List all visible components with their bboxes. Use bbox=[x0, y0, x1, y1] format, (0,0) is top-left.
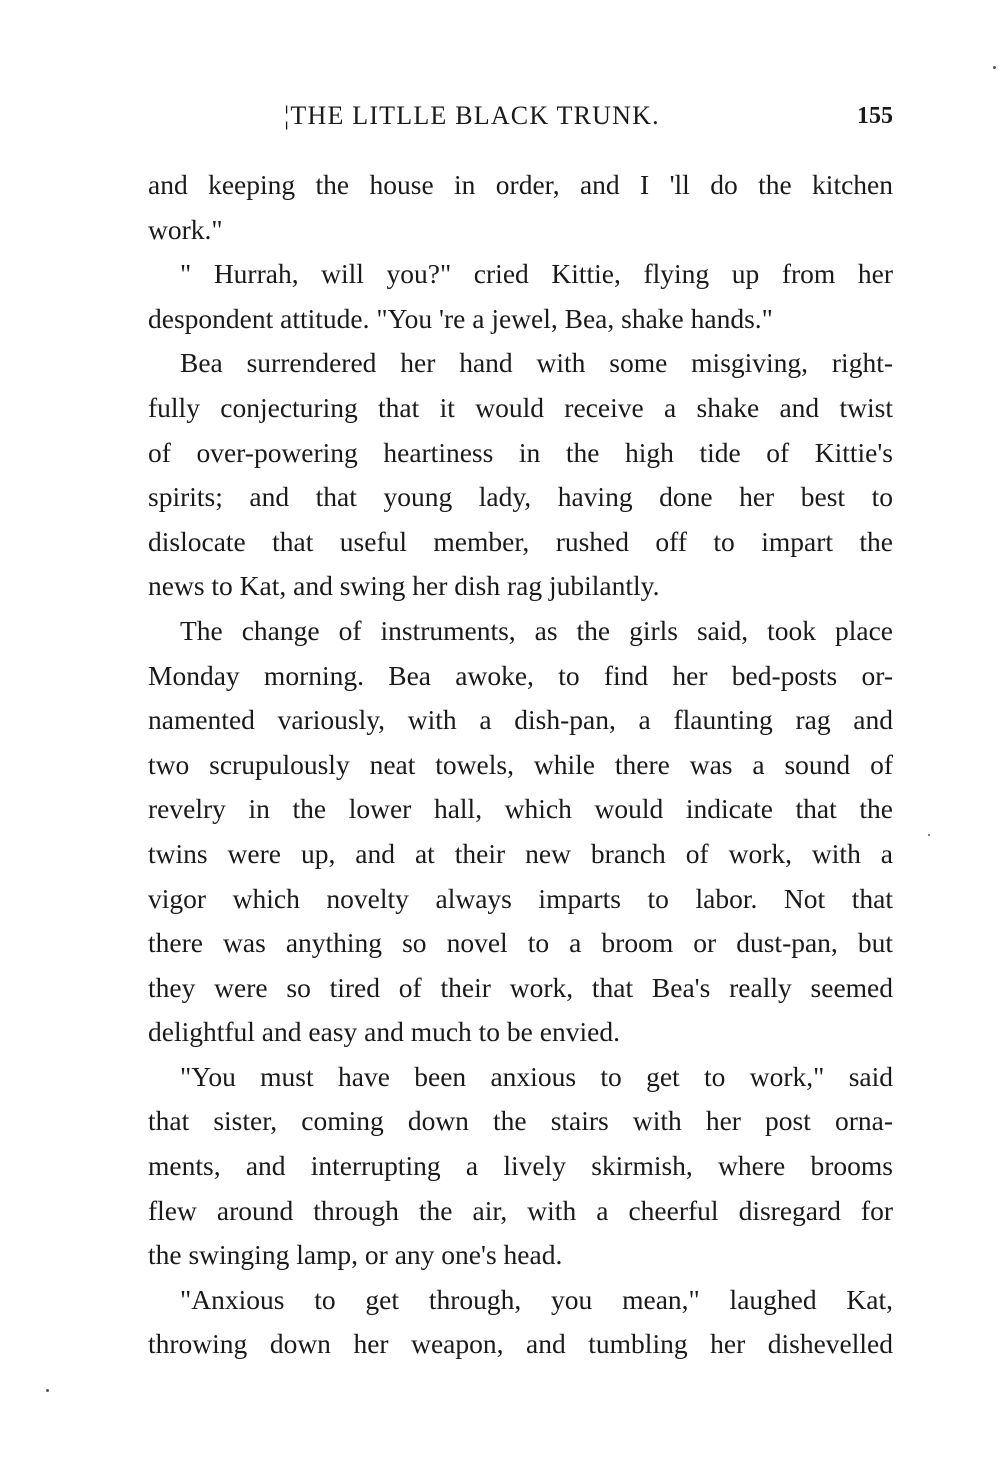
running-head bbox=[148, 98, 893, 138]
text-line: and keeping the house in order, and I 'll do the kitchen bbox=[148, 169, 893, 200]
text-line: news to Kat, and swing her dish rag jubilantly. bbox=[148, 570, 660, 602]
text-line: namented variously, with a dish-pan, a flaunting rag and bbox=[148, 704, 893, 736]
page-number: 155 bbox=[857, 103, 893, 129]
text-line: revelry in the lower hall, which would indicate that the bbox=[148, 793, 893, 825]
text-line: there was anything so novel to a broom or dust-pan, but bbox=[148, 927, 893, 959]
text-line: "Anxious to get through, you mean," laughed Kat, bbox=[180, 1283, 893, 1315]
body-text bbox=[148, 163, 893, 1367]
text-line: spirits; and that young lady, having done her best to bbox=[148, 481, 893, 513]
text-line: of over-powering heartiness in the high tide of Kittie's bbox=[148, 436, 893, 468]
margin-speck bbox=[993, 66, 996, 69]
text-line: ments, and interrupting a lively skirmish, where brooms bbox=[148, 1150, 893, 1182]
margin-speck bbox=[46, 1389, 49, 1392]
text-line: despondent attitude. "You 're a jewel, Bea, shake hands." bbox=[148, 302, 773, 334]
text-line: two scrupulously neat towels, while there was a sound of bbox=[148, 748, 893, 780]
text-line: delightful and easy and much to be envied. bbox=[148, 1016, 620, 1048]
text-line: " Hurrah, will you?" cried Kittie, flying up from her bbox=[180, 258, 893, 290]
text-line: dislocate that useful member, rushed off to impart the bbox=[148, 525, 893, 557]
text-line: flew around through the air, with a cheerful disregard for bbox=[148, 1194, 893, 1226]
margin-speck bbox=[928, 834, 930, 836]
text-line: that sister, coming down the stairs with her post orna- bbox=[148, 1105, 893, 1137]
text-line: The change of instruments, as the girls said, took place bbox=[180, 614, 893, 646]
text-line: Monday morning. Bea awoke, to find her bed-posts or- bbox=[148, 659, 893, 691]
text-line: work." bbox=[148, 213, 223, 245]
text-line: the swinging lamp, or any one's head. bbox=[148, 1239, 563, 1271]
text-line: "You must have been anxious to get to work," said bbox=[180, 1060, 893, 1092]
text-line: they were so tired of their work, that Bea's really seemed bbox=[148, 971, 893, 1003]
text-line: twins were up, and at their new branch of work, with a bbox=[148, 837, 893, 869]
text-line: vigor which novelty always imparts to labor. Not that bbox=[148, 882, 893, 914]
text-line: Bea surrendered her hand with some misgiving, right- bbox=[180, 347, 893, 379]
text-line: fully conjecturing that it would receive a shake and twist bbox=[148, 391, 893, 423]
text-line: throwing down her weapon, and tumbling her dishevelled bbox=[148, 1328, 893, 1360]
running-title: ¦THE LITLLE BLACK TRUNK. bbox=[284, 101, 660, 130]
